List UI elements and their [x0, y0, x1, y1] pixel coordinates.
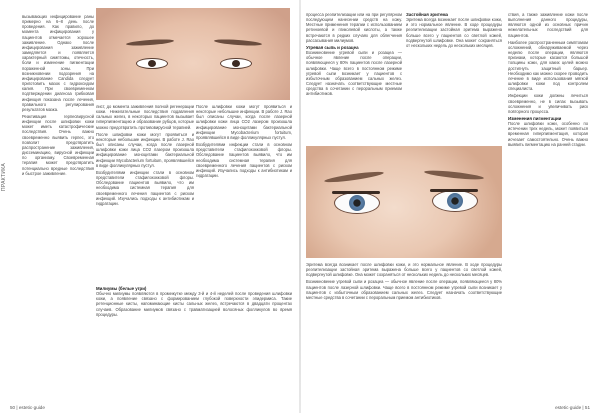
eye-right	[432, 190, 478, 212]
paragraph: Наиболее распространенным симптомом осложнений, обнаруживаемой через неделю после операции, являются признаки, которые касаются большой толщины кожи, для каких целей можно достигнуть защитный барьер. Необходимо как можно скорее проводить лечение в виде использования мягкой шлифовки кожи под контролем специалиста.	[508, 39, 588, 92]
paragraph: Эритема всегда возникает после шлифовки кожи, и это нормальное явление. В ходе процедуры реэпителизации застойная эритема выражена больше всего у пациентов со светлой кожей, подвергнутой шлифовке. Она может сохраняться от нескольких недель до нескольких месяцев.	[406, 17, 502, 48]
paragraph: После шлифовки кожи могут проявиться и некоторые небольшие инфекции. В работе J. Rao был описаны случаи, когда после лазерной шлифовки кожи лица СО2 лазером произошла инфицирование моноцитами бактериальной инфекции Mycobacterium fortuitum, проявлявшейся в виде фолликулярных пустул.	[96, 131, 194, 168]
section-heading: Милиумы (белые угри)	[96, 286, 147, 291]
eyebrow-right	[424, 169, 484, 181]
left-column-3	[196, 104, 292, 280]
paragraph: процесса реэпителизации или на при регулярном последующем нанесении средств на кожу. Местные применения терапии с использованием ретиноевой и гликолевой кислоты, а также встречаются в редких случаях для облегчения рассасывания милиумов.	[306, 12, 402, 43]
paragraph: Обычно милиумы появляются в промежутке между 3-й и 4-й неделей после проведения шлифовки кожи, а появление связано с формированием глубокой поверхности эпидермиса. Такие ретенционные кисты, напоминающие кисты сальных желез, встречаются в двадцати процентах случаев. Образование милиумов связано с травматизацией волосяных фолликулов во время процедуры.	[96, 291, 292, 317]
left-column-1	[22, 14, 94, 406]
page-gutter	[299, 0, 301, 413]
eye-right	[220, 58, 252, 69]
eyelash-left	[332, 191, 380, 194]
paragraph: вызывающих инфицирование раны примерно на 6–8 день после проведения. Как правило, до момента инфицирования у пациентов отмечается хорошее заживление. Однако после инфицирования заживление замедляется и появляется характерный симптомы, отечность, боли и изменение пигментации пораженной зоны. При возникновении подозрения на инфицирование Candida следует приготовить мазок с гидроксидом калия. При своевременном подтверждении диагноза грибковая инфекция показана после лечения, правильного регулирования результатов мазка.	[22, 14, 94, 112]
eyebrow-left	[126, 38, 174, 46]
folio-right: estetic·guide | 51	[555, 405, 590, 410]
folio-left: 50 | estetic·guide	[10, 405, 45, 410]
section-heading: Изменения пигментации	[508, 115, 562, 121]
paragraph: Реактивация герпесвирусной инфекции после шлифовки кожи может иметь катастрофические последствия. Очень важно своевременно выявить герпес, это позволит предотвратить распространение заживления, диссеминацию, вирусной инфекции по организму. Своевременная терапия может предотвратить потенциально вредные последствия и быстрое заживление.	[22, 113, 94, 176]
right-column-3	[508, 12, 588, 404]
eye-left	[334, 192, 380, 214]
paragraph: После шлифовки кожи могут проявиться и некоторые небольшие инфекции. В работе J. Rao был описаны случаи, когда после лазерной шлифовки кожи лица СО2 лазером произошла инфицирование моноцитами бактериальной инфекции Mycobacterium fortuitum, проявлявшейся в виде фолликулярных пустул.	[196, 104, 292, 140]
paragraph: лист, до момента заживления полной регенерации кожи. Нежелательные последствия подавления сальных желез, в некоторых пациентов вызывает гиперпигментацию и образование рубцов, которые можно предотвратить противовирусной терапией.	[96, 104, 194, 130]
eyebrow-left	[324, 170, 384, 184]
left-bottom-block	[96, 284, 292, 404]
eyebrow-right	[214, 38, 262, 46]
paragraph: ствия, а также заживление кожи после выполнения данного процедуры, являются одной из основных причин нежелательных последствий для пациентов.	[508, 12, 588, 38]
paragraph: Эритема всегда возникает после шлифовки кожи, и это нормальное явление. В ходе процедуры реэпителизации застойная эритема выражена больше всего у пациентов со светлой кожей, подвергнутой шлифовке. Она может сохраняться от нескольких недель до нескольких месяцев.	[306, 262, 502, 278]
right-column-2	[406, 12, 502, 144]
face-photo-eye	[306, 146, 502, 258]
paragraph: Возбудителями инфекции стали в основном представители стафилококковой флоры. Обследование пациентов выявило, что им необходима системная терапия для своевременного лечения пациентов с риском инфекций. Изучались подходы к антибиотикам и гидратации.	[196, 142, 292, 179]
paragraph: Возбудителями инфекции стали в основном представители стафилококковой флоры. Обследование пациентов выявило, что им необходима системная терапия для своевременного лечения пациентов с риском инфекций. Изучались подходы к антибиотикам и гидратации.	[96, 169, 194, 206]
paragraph: Возникновение угревой сыпи и розацеа — обычное явление после операции, появляющееся у 80% пациентов после лазерной шлифовки. Чаще всего в постоянном режиме угревой сыпи возникает у пациентов с избыточным образованием сальных желез. Следует назначать соответствующие местные средства в сочетании с пероральным приемом антибиотиков.	[306, 50, 402, 97]
eye-left	[136, 58, 168, 69]
eyelash-right	[430, 189, 478, 192]
paragraph: Инфекции кожи должны лечиться своевременно, не в силах вызывать осложнения и увеличивать риск повторного процесса.	[508, 93, 588, 114]
left-column-2	[96, 104, 194, 280]
paragraph: После шлифовки кожи, особенно по истечении трех недель, может появиться временная гиперпигментация, которая исчезает самостоятельно. Очень важно выявить пигментацию на ранней стадии.	[508, 121, 588, 147]
section-side-tab-label: ПРАКТИКА	[1, 162, 8, 192]
section-side-tab	[1, 160, 14, 200]
right-column-1	[306, 12, 402, 144]
section-heading: Застойная эритема	[406, 12, 448, 17]
right-bottom-block	[306, 262, 502, 404]
face-photo-forehead	[96, 8, 290, 100]
paragraph: Возникновение угревой сыпи и розацеа — обычное явление после операции, появляющееся у 80% пациентов после лазерной шлифовки. Чаще всего в постоянном режиме угревой сыпи возникает у пациентов с избыточным образованием сальных желез. Следует назначать соответствующие местные средства в сочетании с пероральным приемом антибиотиков.	[306, 279, 502, 300]
section-heading: Угревая сыпь и розацеа	[306, 44, 359, 50]
